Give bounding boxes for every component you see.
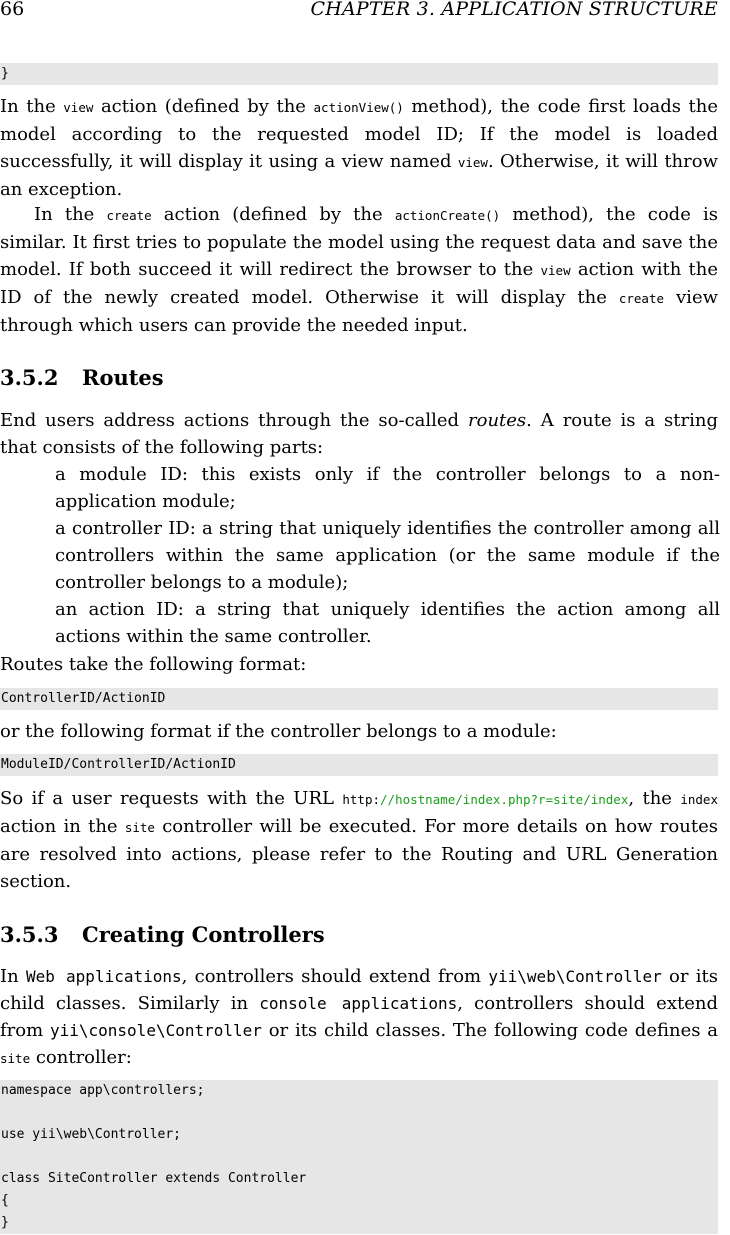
page-number: 66 (0, 0, 25, 20)
inline-code-create-view: create (618, 291, 665, 306)
code-block-site-controller: namespace app\controllers; use yii\web\Controller; class SiteController extends Controller { } (0, 1080, 718, 1234)
emphasis-routes: routes (468, 410, 527, 431)
paragraph-creating-controllers: In Web applications, controllers should extend from yii\web\Controller or its child classes. Similarly in console applications, controllers should extend from yii\console\Controller or its child classes. The following code defines a site controller: (0, 966, 718, 1068)
paragraph-create-action: In the create action (defined by the actionCreate() method), the code is similar. It first tries to populate the model using the request data and save the model. If both succeed it will redirect the browser to the view action with the ID of the newly created model. Otherwise it will display the create view through which users can provide the needed input. (0, 204, 719, 336)
inline-code-view-action: view (540, 263, 571, 278)
example-url-link[interactable]: //hostname/index.php?r=site/index (380, 792, 629, 807)
list-item: an action ID: a string that uniquely identifies the action among all actions within the same controller. (55, 599, 720, 647)
inline-code-create: create (106, 208, 152, 223)
code-block-closing-brace: } (0, 63, 718, 85)
routes-format-module: or the following format if the controller belongs to a module: (0, 721, 557, 742)
inline-code-yii-web-controller: yii\web\Controller (488, 967, 662, 986)
inline-code-view: view (63, 100, 94, 115)
inline-code-view-name: view (457, 155, 488, 170)
inline-code-web-applications: Web applications (25, 967, 182, 986)
url-scheme[interactable]: http: (342, 792, 381, 807)
section-heading-creating-controllers (0, 922, 325, 947)
section-title: Creating Controllers (82, 922, 325, 947)
route-parts-list (55, 461, 720, 650)
inline-code-site-controller: site (0, 1051, 31, 1066)
inline-code-site: site (124, 820, 155, 835)
section-heading-routes (0, 365, 164, 390)
list-item: a module ID: this exists only if the controller belongs to a non-application module; (55, 464, 720, 512)
inline-code-yii-console-controller: yii\console\Controller (49, 1021, 262, 1040)
section-number: 3.5.3 (0, 922, 59, 947)
list-item: a controller ID: a string that uniquely identifies the controller among all controllers within the same application (or the same module if the controller belongs to a module); (55, 518, 720, 593)
chapter-title: CHAPTER 3. APPLICATION STRUCTURE (310, 0, 718, 20)
code-block-route: ControllerID/ActionID (0, 688, 718, 710)
section-title: Routes (82, 365, 164, 390)
paragraph-url-example: So if a user requests with the URL http://hostname/index.php?r=site/index, the index action in the site controller will be executed. For more details on how routes are resolved into actions, please refer to the Routing and URL Generation section. (0, 788, 718, 892)
paragraph-view-action: In the view action (defined by the actionView() method), the code first loads the model according to the requested model ID; If the model is loaded successfully, it will display it using a view named view. Otherwise, it will throw an exception. (0, 96, 718, 200)
inline-code-index: index (680, 792, 718, 807)
section-number: 3.5.2 (0, 365, 59, 390)
inline-code-actioncreate: actionCreate() (394, 208, 501, 223)
paragraph-routes-intro: End users address actions through the so-called routes. A route is a string that consists of the following parts: (0, 410, 718, 458)
code-block-module-route: ModuleID/ControllerID/ActionID (0, 754, 718, 776)
inline-code-console-applications: console applications (259, 994, 458, 1013)
inline-code-actionview: actionView() (313, 100, 404, 115)
routes-format-intro: Routes take the following format: (0, 654, 307, 675)
